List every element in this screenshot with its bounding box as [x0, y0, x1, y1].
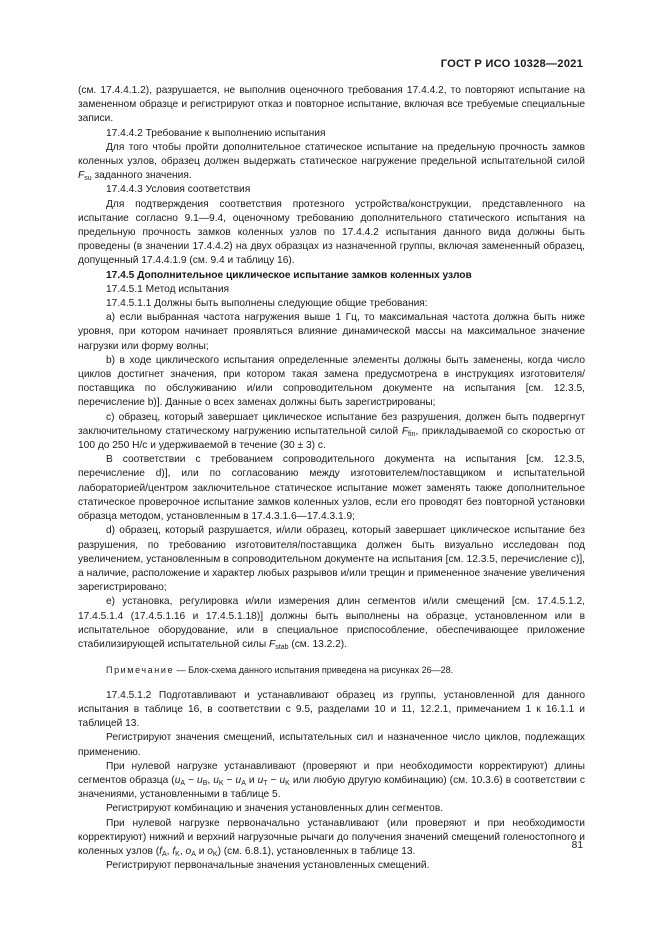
- symbol-u: u: [197, 774, 203, 786]
- page-number: 81: [571, 840, 583, 851]
- symbol-u: u: [235, 774, 242, 786]
- section-heading-17-4-5-1: 17.4.5.1 Метод испытания: [106, 283, 230, 295]
- subscript: fin: [408, 430, 416, 438]
- subscript: K: [175, 850, 180, 858]
- symbol-f: F: [269, 638, 276, 650]
- paragraph: Регистрируют первоначальные значения установленных смещений.: [106, 860, 430, 872]
- text-run: ,: [207, 774, 214, 786]
- symbol-u: u: [213, 774, 219, 786]
- list-item-a: а) если выбранная частота нагружения выше 1 Гц, то максимальная частота должна быть ниже уровня, при котором начинает проявляться влияние динамической массы на максимальное значение нагрузки или форму волны;: [78, 312, 585, 352]
- subscript: K: [218, 779, 224, 787]
- symbol-f: f: [172, 845, 176, 857]
- symbol-o: o: [207, 845, 213, 857]
- paragraph: [78, 760, 585, 803]
- subscript: B: [202, 779, 208, 787]
- section-paragraph-17-4-5-1-2: 17.4.5.1.2 Подготавливают и устанавливают образец из группы, установленной для данного испытания в таблице 16, в соответствии с 9.5, разделами 10 и 11, 12.2.1, примечанием 1 к 16.1.1 и таблицей 13.: [78, 689, 585, 730]
- subscript: A: [241, 779, 246, 787]
- symbol-o: o: [185, 845, 192, 857]
- text-run: −: [223, 774, 236, 786]
- subscript: A: [180, 779, 186, 787]
- text-run: −: [267, 774, 280, 786]
- list-item-e: [78, 595, 585, 652]
- subscript: K: [212, 850, 218, 858]
- section-heading-17-4-4-2: 17.4.4.2 Требование к выполнению испытания: [106, 127, 326, 139]
- note: [78, 664, 585, 677]
- paragraph: [78, 817, 585, 860]
- list-item-d: d) образец, который разрушается, и/или образец, который завершает циклическое испытание без разрушения, по требованию изготовителя/поставщика должен быть визуально исследован под увеличением, установленным в сопроводительном документе на испытания [см. 12.3.5, перечисление c)], а наличие, расположение и характер любых разрывов и/или трещин и примененное значение увеличения зарегистрировано;: [78, 525, 585, 594]
- subscript: A: [161, 850, 167, 858]
- text-run: или любую другую комбинацию) (см. 10.3.6) в соответствии с значениями, установленными в таблице 5.: [78, 774, 585, 801]
- text-run: −: [185, 774, 198, 786]
- section-heading-17-4-4-3: 17.4.4.3 Условия соответствия: [106, 184, 251, 196]
- text-run: (см. 13.2.2).: [288, 638, 348, 650]
- list-item-b: b) в ходе циклического испытания определенные элементы должны быть заменены, когда число циклов достигнет значения, при котором такая замена предусмотрена в инструкциях изготовителя/поставщика по обслуживанию и/или сопроводительном документе на испытания [см. 12.3.5, перечисление b)]. Данные о всех заменах должны быть зарегистрированы;: [78, 354, 585, 409]
- symbol-u: u: [257, 774, 264, 786]
- symbol-u: u: [279, 774, 286, 786]
- document-body: [78, 84, 585, 873]
- standard-code-header: ГОСТ Р ИСО 10328—2021: [440, 58, 583, 70]
- note-label: Примечание: [106, 665, 175, 676]
- paragraph: 17.4.5.1.1 Должны быть выполнены следующие общие требования:: [106, 298, 428, 310]
- text-run: При нулевой нагрузке устанавливают (проверяют и при необходимости корректируют) длины сегментов образца (: [78, 760, 585, 786]
- paragraph: [78, 141, 585, 184]
- text-run: и: [245, 774, 258, 786]
- subscript: stab: [275, 643, 289, 651]
- paragraph: (см. 17.4.4.1.2), разрушается, не выполнив оценочного требования 17.4.4.2, то повторяют испытание на замененном образце и регистрируют отказ и повторное испытание, включая все требуемые специальные записи.: [78, 85, 585, 125]
- text-run: c) образец, который завершает циклическое испытание без разрушения, должен быть подвергнут заключительному статическому нагружению испытательной силой: [78, 411, 585, 437]
- section-heading-17-4-5: 17.4.5 Дополнительное циклическое испытание замков коленных узлов: [106, 269, 472, 281]
- paragraph: В соответствии с требованием сопроводительного документа на испытания [см. 12.3.5, перечисление d)], или по согласованию между изготовителем/поставщиком и испытательной лабораторией/центром заключительное статическое испытание может заменять также дополнительное статическое проверочное испытание замков коленных узлов, если его проводят без повторной установки образца методом, установленным в 17.4.3.1.6—17.4.3.1.9;: [78, 454, 585, 523]
- text-run: ) (см. 6.8.1), установленных в таблице 13.: [217, 845, 416, 857]
- paragraph: Для подтверждения соответствия протезного устройства/конструкции, представленного на испытание согласно 9.1—9.4, оценочному требованию дополнительного статического испытания на предельную прочность замков коленных узлов по 17.4.4.2 испытания данного вида должны быть проведены (в значении 17.4.4.2) на двух образцах из назначенной группы, включая замененный образец, допущенный 17.4.4.1.9 (см. 9.4 и таблицу 16).: [78, 198, 585, 267]
- subscript: T: [263, 779, 268, 787]
- list-item-c: [78, 411, 585, 454]
- text-run: и: [195, 845, 208, 857]
- text-run: ,: [179, 845, 186, 857]
- symbol-f: F: [78, 170, 85, 182]
- paragraph: Регистрируют значения смещений, испытательных сил и назначенное число циклов, подлежащих применению.: [78, 732, 585, 758]
- symbol-u: u: [174, 774, 181, 786]
- symbol-f: f: [159, 845, 162, 857]
- text-run: ,: [166, 845, 173, 857]
- subscript: A: [191, 850, 196, 858]
- subscript: K: [285, 779, 290, 787]
- text-run: , прикладываемой со скоростью от 100 до 250 Н/с и удерживаемой в течение (30 ± 3) с.: [78, 425, 585, 452]
- text-run: При нулевой нагрузке первоначально устанавливают (или проверяют и при необходимости корректируют) нижний и верхний нагрузочные рычаги до получения значений смещений голеностопного и коленных узлов (: [78, 817, 585, 857]
- text-run: заданного значения.: [91, 170, 192, 182]
- text-run: e) установка, регулировка и/или измерения длин сегментов и/или смещений [см. 17.4.5.1.2, 17.4.5.1.4 (17.4.5.1.16 и 17.4.5.1.18)] должны быть выполнены на образце, установленном или в испытательное оборудование, или в специальное приспособление, обеспечивающее приложение стабилизирующей испытательной силы: [78, 596, 585, 650]
- symbol-f: F: [401, 425, 409, 437]
- note-text: — Блок-схема данного испытания приведена на рисунках 26—28.: [174, 665, 454, 676]
- text-run: Для того чтобы пройти дополнительное статическое испытание на предельную прочность замков коленных узлов, образец должен выдержать статическое нагружение предельной испытательной силой: [78, 141, 585, 168]
- paragraph: Регистрируют комбинацию и значения установленных длин сегментов.: [106, 803, 444, 815]
- subscript: su: [84, 175, 92, 183]
